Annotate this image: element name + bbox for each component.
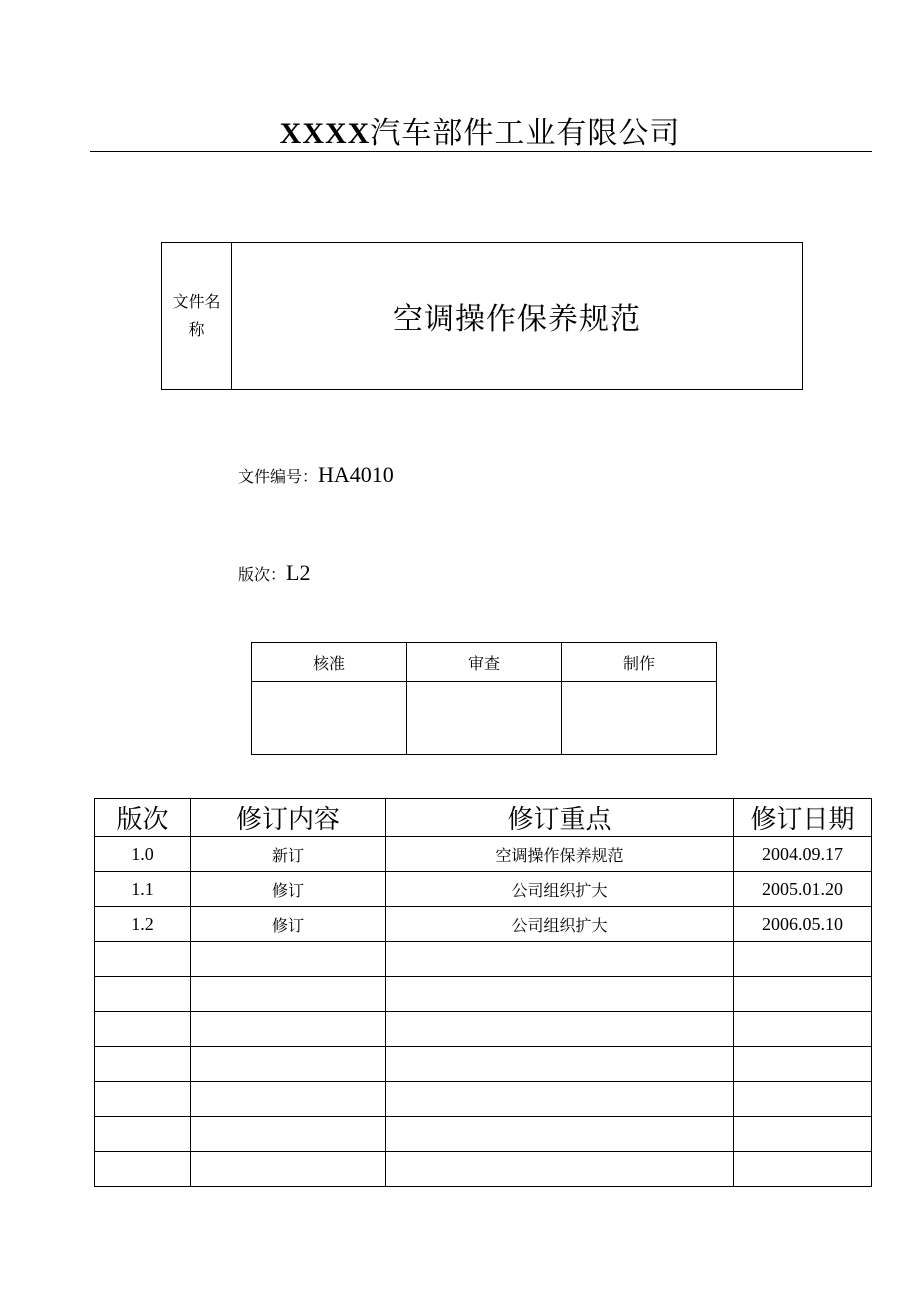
revision-cell-date: 2004.09.17 — [734, 837, 872, 872]
table-row-empty — [95, 1152, 872, 1187]
table-row — [95, 837, 872, 872]
version — [238, 560, 310, 586]
revision-header-version: 版次 — [95, 799, 191, 837]
revision-cell-version: 1.2 — [95, 907, 191, 942]
approval-sign-review — [407, 682, 562, 755]
table-row — [95, 907, 872, 942]
company-name-cjk: 汽车部件工业有限公司 — [370, 117, 681, 150]
table-row-empty — [95, 1047, 872, 1082]
revision-cell-version: 1.0 — [95, 837, 191, 872]
approval-header-review: 审查 — [407, 643, 562, 682]
document-number-value: HA4010 — [318, 462, 394, 487]
document-name-label-line1: 文件名 — [172, 292, 221, 311]
company-name-latin: XXXX — [279, 117, 371, 150]
revision-header-date: 修订日期 — [734, 799, 872, 837]
table-row — [95, 872, 872, 907]
approval-header-prepare: 制作 — [562, 643, 717, 682]
version-value: L2 — [286, 560, 311, 585]
revision-cell-content: 修订 — [191, 907, 386, 942]
document-number — [238, 462, 394, 488]
document-name-label-line2: 称 — [188, 320, 205, 339]
document-number-label: 文件编号： — [238, 467, 319, 486]
header-rule — [90, 151, 872, 152]
table-row-empty — [95, 1117, 872, 1152]
document-name-box — [161, 242, 803, 390]
document-name-value: 空调操作保养规范 — [393, 302, 641, 337]
approval-table — [251, 642, 717, 755]
revision-cell-date: 2006.05.10 — [734, 907, 872, 942]
table-row-empty — [95, 977, 872, 1012]
document-name-label — [162, 243, 232, 389]
revision-cell-date: 2005.01.20 — [734, 872, 872, 907]
revision-table — [94, 798, 872, 1187]
revision-cell-content: 新订 — [191, 837, 386, 872]
revision-cell-content: 修订 — [191, 872, 386, 907]
version-label: 版次： — [238, 565, 287, 584]
revision-cell-version: 1.1 — [95, 872, 191, 907]
revision-cell-key-points: 公司组织扩大 — [386, 872, 734, 907]
table-row-empty — [95, 1012, 872, 1047]
revision-header-content: 修订内容 — [191, 799, 386, 837]
table-row-empty — [95, 942, 872, 977]
approval-header-approve: 核准 — [252, 643, 407, 682]
approval-sign-prepare — [562, 682, 717, 755]
revision-header-key-points: 修订重点 — [386, 799, 734, 837]
table-row-empty — [95, 1082, 872, 1117]
revision-cell-key-points: 空调操作保养规范 — [386, 837, 734, 872]
revision-cell-key-points: 公司组织扩大 — [386, 907, 734, 942]
approval-sign-approve — [252, 682, 407, 755]
company-name — [90, 108, 870, 152]
